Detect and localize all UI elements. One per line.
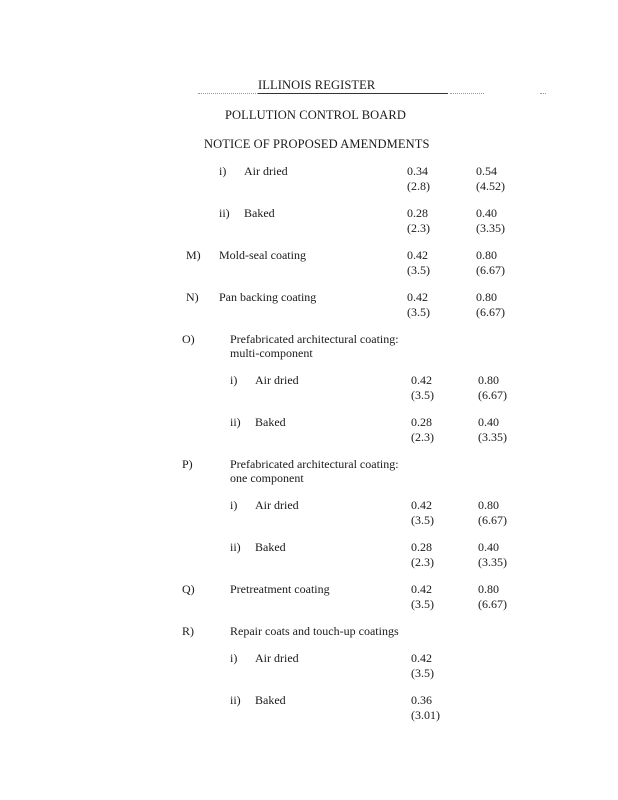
header-dotted-rule-edge xyxy=(540,93,546,94)
row-value-1-metric: (3.5) xyxy=(407,263,430,277)
row-label: Baked xyxy=(255,415,286,429)
row-value-2: 0.80 xyxy=(476,290,497,304)
row-value-2: 0.40 xyxy=(478,415,499,429)
section-letter: P) xyxy=(182,457,193,471)
row-value-1: 0.42 xyxy=(411,651,432,665)
row-value-1-metric: (3.5) xyxy=(411,666,434,680)
row-label: Air dried xyxy=(255,651,299,665)
row-value-2-metric: (6.67) xyxy=(476,263,505,277)
row-value-2: 0.80 xyxy=(478,498,499,512)
row-label: Mold-seal coating xyxy=(219,248,306,262)
row-value-1-metric: (3.01) xyxy=(411,708,440,722)
board-title: POLLUTION CONTROL BOARD xyxy=(225,108,406,122)
register-title: ILLINOIS REGISTER xyxy=(258,78,376,92)
header-dotted-rule-left xyxy=(198,93,258,94)
row-value-2: 0.80 xyxy=(478,582,499,596)
row-value-1: 0.42 xyxy=(411,498,432,512)
row-value-2-metric: (3.35) xyxy=(478,555,507,569)
section-label-continued: one component xyxy=(230,471,304,485)
row-value-2: 0.80 xyxy=(478,373,499,387)
notice-title: NOTICE OF PROPOSED AMENDMENTS xyxy=(204,137,430,151)
row-letter: i) xyxy=(230,373,238,387)
row-value-2-metric: (3.35) xyxy=(476,221,505,235)
row-value-2-metric: (6.67) xyxy=(478,597,507,611)
row-value-2-metric: (3.35) xyxy=(478,430,507,444)
section-label: Repair coats and touch-up coatings xyxy=(230,624,399,638)
row-value-2: 0.80 xyxy=(476,248,497,262)
row-value-2-metric: (6.67) xyxy=(476,305,505,319)
row-label: Air dried xyxy=(255,498,299,512)
row-label: Baked xyxy=(255,540,286,554)
row-letter: M) xyxy=(186,248,201,262)
row-value-2-metric: (6.67) xyxy=(478,513,507,527)
row-letter: ii) xyxy=(230,540,241,554)
row-label: Pretreatment coating xyxy=(230,582,330,596)
row-label: Baked xyxy=(244,206,275,220)
row-value-1-metric: (3.5) xyxy=(407,305,430,319)
row-value-2-metric: (4.52) xyxy=(476,179,505,193)
row-label: Air dried xyxy=(244,164,288,178)
row-value-2-metric: (6.67) xyxy=(478,388,507,402)
row-value-1-metric: (3.5) xyxy=(411,388,434,402)
row-value-1: 0.42 xyxy=(411,373,432,387)
row-value-1-metric: (3.5) xyxy=(411,597,434,611)
row-value-1: 0.36 xyxy=(411,693,432,707)
row-letter: ii) xyxy=(219,206,230,220)
row-value-1: 0.34 xyxy=(407,164,428,178)
header-dotted-rule-right xyxy=(450,93,484,94)
row-value-1: 0.42 xyxy=(407,248,428,262)
section-letter: R) xyxy=(182,624,194,638)
row-letter: Q) xyxy=(182,582,195,596)
row-label: Pan backing coating xyxy=(219,290,317,304)
row-value-1: 0.42 xyxy=(411,582,432,596)
row-value-2: 0.40 xyxy=(478,540,499,554)
row-letter: N) xyxy=(186,290,199,304)
row-label: Air dried xyxy=(255,373,299,387)
section-label: Prefabricated architectural coating: xyxy=(230,332,399,346)
section-letter: O) xyxy=(182,332,195,346)
row-value-1: 0.28 xyxy=(411,415,432,429)
header-rule xyxy=(258,93,448,94)
row-value-1-metric: (2.8) xyxy=(407,179,430,193)
row-value-2: 0.40 xyxy=(476,206,497,220)
row-letter: i) xyxy=(230,651,238,665)
row-letter: ii) xyxy=(230,693,241,707)
row-value-1-metric: (2.3) xyxy=(411,555,434,569)
row-value-1: 0.42 xyxy=(407,290,428,304)
row-value-2: 0.54 xyxy=(476,164,497,178)
row-value-1: 0.28 xyxy=(407,206,428,220)
row-letter: i) xyxy=(219,164,227,178)
row-value-1-metric: (2.3) xyxy=(411,430,434,444)
row-value-1-metric: (2.3) xyxy=(407,221,430,235)
row-letter: ii) xyxy=(230,415,241,429)
section-label: Prefabricated architectural coating: xyxy=(230,457,399,471)
row-value-1-metric: (3.5) xyxy=(411,513,434,527)
row-letter: i) xyxy=(230,498,238,512)
section-label-continued: multi-component xyxy=(230,346,313,360)
row-label: Baked xyxy=(255,693,286,707)
row-value-1: 0.28 xyxy=(411,540,432,554)
